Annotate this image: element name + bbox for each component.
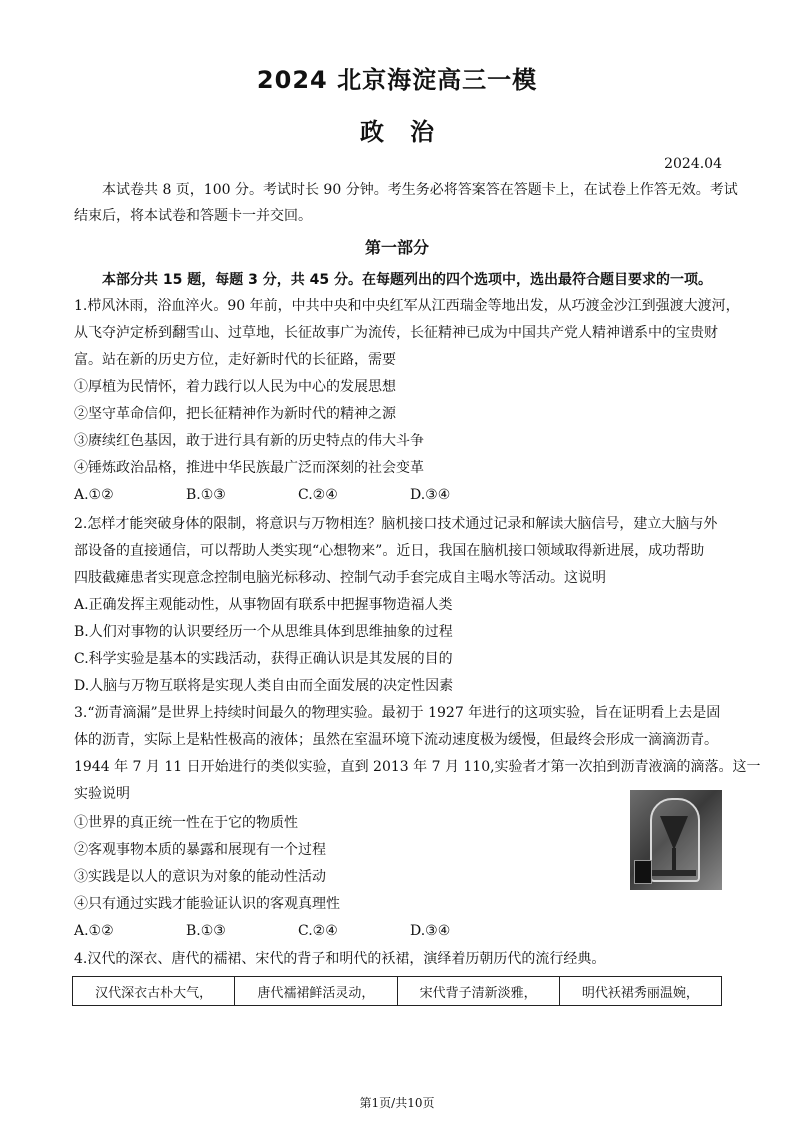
question-2-option: D.人脑与万物互联将是实现人类自由而全面发展的决定性因素 — [74, 678, 454, 694]
question-3-options — [74, 921, 522, 941]
question-2-text: 2.怎样才能突破身体的限制，将意识与万物相连？脑机接口技术通过记录和解读大脑信号，建立大脑与外 — [74, 516, 718, 532]
exam-subject: 政治 — [360, 118, 460, 146]
pitch-drop-photo — [630, 790, 722, 890]
question-2-option: B.人们对事物的认识要经历一个从思维具体到思维抽象的过程 — [74, 624, 453, 640]
question-3-item: ①世界的真正统一性在于它的物质性 — [74, 815, 298, 831]
table-cell: 明代袄裙秀丽温婉， — [559, 977, 721, 1006]
option-b: B.①③ — [186, 923, 226, 939]
funnel-shape — [660, 816, 688, 850]
costume-table — [72, 976, 722, 1006]
section-title: 第一部分 — [364, 238, 429, 257]
table-cell: 宋代背子清新淡雅， — [397, 977, 559, 1006]
question-1-text: 从飞夺泸定桥到翻雪山、过草地，长征故事广为流传，长征精神已成为中国共产党人精神谱系中的宝贵财 — [74, 325, 718, 341]
clock-display — [634, 860, 652, 884]
page-number: 第1页/共10页 — [359, 1096, 435, 1110]
question-1-text: 1.栉风沐雨，浴血淬火。90 年前，中共中央和中央红军从江西瑞金等地出发，从巧渡金沙江到强渡大渡河， — [74, 298, 740, 314]
exam-title: 2024 北京海淀高三一模 — [256, 66, 538, 94]
table-row — [73, 977, 722, 1006]
table-cell: 汉代深衣古朴大气， — [73, 977, 235, 1006]
question-1-options — [74, 485, 522, 505]
option-a: A.①② — [74, 923, 114, 939]
option-d: D.③④ — [410, 923, 451, 939]
question-2-text: 部设备的直接通信，可以帮助人类实现“心想物来”。近日，我国在脑机接口领域取得新进展，成功帮助 — [74, 543, 705, 559]
option-d: D.③④ — [410, 487, 451, 503]
question-3-item: ③实践是以人的意识为对象的能动性活动 — [74, 869, 326, 885]
question-2-text: 四肢截瘫患者实现意念控制电脑光标移动、控制气动手套完成自主喝水等活动。这说明 — [74, 570, 606, 586]
question-3-text: 实验说明 — [74, 786, 130, 802]
question-2-option: A.正确发挥主观能动性，从事物固有联系中把握事物造福人类 — [74, 597, 453, 613]
funnel-stem — [672, 848, 676, 870]
question-3-item: ②客观事物本质的暴露和展现有一个过程 — [74, 842, 326, 858]
instruction-line: 本试卷共 8 页，100 分。考试时长 90 分钟。考生务必将答案答在答题卡上，在试卷上作答无效。考试 — [102, 182, 738, 198]
question-2-option: C.科学实验是基本的实践活动，获得正确认识是其发展的目的 — [74, 651, 453, 667]
question-1-text: 富。站在新的历史方位，走好新时代的长征路，需要 — [74, 352, 396, 368]
option-c: C.②④ — [298, 923, 338, 939]
question-3-item: ④只有通过实践才能验证认识的客观真理性 — [74, 896, 340, 912]
question-4-text: 4.汉代的深衣、唐代的襦裙、宋代的背子和明代的袄裙，演绎着历朝历代的流行经典。 — [74, 951, 606, 967]
question-1-item: ②坚守革命信仰，把长征精神作为新时代的精神之源 — [74, 406, 396, 422]
option-c: C.②④ — [298, 487, 338, 503]
exam-date: 2024.04 — [664, 156, 722, 172]
question-3-text: 1944 年 7 月 11 日开始进行的类似实验，直到 2013 年 7 月 110,实验者才第一次拍到沥青液滴的滴落。这一 — [74, 759, 761, 775]
instruction-line: 结束后，将本试卷和答题卡一并交回。 — [74, 208, 312, 224]
option-a: A.①② — [74, 487, 114, 503]
question-3-text: 3.“沥青滴漏”是世界上持续时间最久的物理实验。最初于 1927 年进行的这项实验，旨在证明看上去是固 — [74, 705, 721, 721]
question-1-item: ④锤炼政治品格，推进中华民族最广泛而深刻的社会变革 — [74, 460, 424, 476]
question-3-text: 体的沥青，实际上是粘性极高的液体；虽然在室温环境下流动速度极为缓慢，但最终会形成一滴滴沥青。 — [74, 732, 718, 748]
question-1-item: ①厚植为民情怀，着力践行以人民为中心的发展思想 — [74, 379, 396, 395]
option-b: B.①③ — [186, 487, 226, 503]
section-intro: 本部分共 15 题，每题 3 分，共 45 分。在每题列出的四个选项中，选出最符合题目要求的一项。 — [102, 272, 712, 288]
table-cell: 唐代襦裙鲜活灵动， — [235, 977, 397, 1006]
stand-base — [652, 870, 696, 876]
question-1-item: ③赓续红色基因，敢于进行具有新的历史特点的伟大斗争 — [74, 433, 424, 449]
